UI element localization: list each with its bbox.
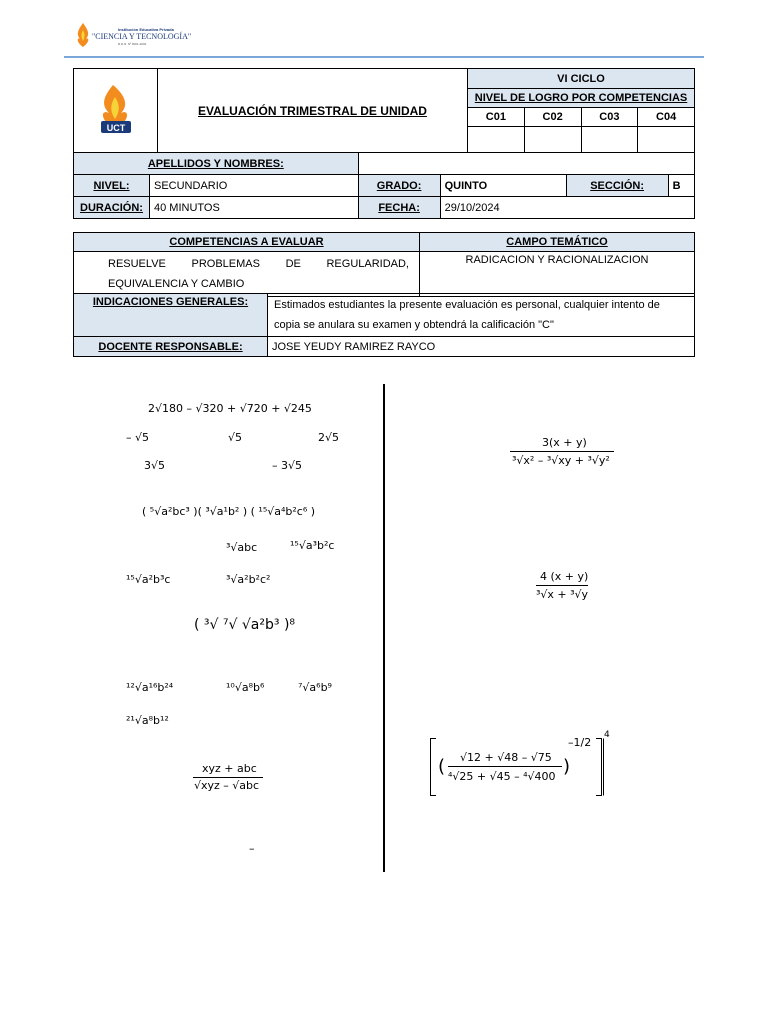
question-5-denominator: ³√x² – ³√xy + ³√y² <box>512 454 610 467</box>
q1-option-b[interactable]: √5 <box>228 431 243 444</box>
q2-option-b[interactable]: ¹⁵√a³b²c <box>290 539 335 552</box>
competency-c04: C04 <box>638 108 695 127</box>
answer-dash: – <box>249 842 255 855</box>
q7-right-paren: ) <box>563 756 571 777</box>
competencia-value: RESUELVE PROBLEMAS DE REGULARIDAD, EQUIVALENCIA Y CAMBIO <box>74 252 420 297</box>
header-rule <box>64 56 704 58</box>
duracion-value: 40 MINUTOS <box>150 197 359 219</box>
question-3: ( ³√ ⁷√ √a²b³ )⁸ <box>194 617 296 633</box>
duracion-label: DURACIÓN: <box>74 197 150 219</box>
exam-title: EVALUACIÓN TRIMESTRAL DE UNIDAD <box>158 69 468 153</box>
flame-icon <box>74 22 92 48</box>
docente-label: DOCENTE RESPONSABLE: <box>74 337 268 357</box>
competency-c02: C02 <box>524 108 581 127</box>
q2-option-d[interactable]: ³√a²b²c² <box>226 573 271 586</box>
question-6-denominator: ³√x + ³√y <box>536 588 589 601</box>
question-4-numerator: xyz + abc <box>202 762 257 775</box>
logo-line-2: "CIENCIA Y TECNOLOGÍA" <box>92 32 192 41</box>
q2-option-a[interactable]: ³√abc <box>226 541 258 554</box>
q5-fraction-bar <box>510 451 614 452</box>
question-4-denominator: √xyz – √abc <box>194 779 260 792</box>
q3-option-c[interactable]: ⁷√a⁶b⁹ <box>298 681 332 694</box>
q7-right-bracket <box>596 738 602 796</box>
q1-option-c[interactable]: 2√5 <box>318 431 340 444</box>
school-emblem-icon <box>91 81 141 137</box>
campo-header: CAMPO TEMÁTICO <box>420 233 695 252</box>
q7-outer-exponent: 4 <box>604 730 610 740</box>
student-info-table <box>73 152 695 219</box>
indications-table <box>73 293 695 357</box>
cycle-label: VI CICLO <box>468 69 695 89</box>
q3-option-d[interactable]: ²¹√a⁸b¹² <box>126 714 169 727</box>
campo-value: RADICACION Y RACIONALIZACION <box>420 252 695 297</box>
q3-option-b[interactable]: ¹⁰√a⁸b⁶ <box>226 681 265 694</box>
fecha-label: FECHA: <box>358 197 440 219</box>
question-7-numerator: √12 + √48 – √75 <box>460 751 552 764</box>
q7-left-paren: ( <box>438 756 446 777</box>
q1-option-d[interactable]: 3√5 <box>144 459 166 472</box>
logo-line-3: R.D.N. Nº 0001-2002 <box>118 42 147 46</box>
q7-fraction-bar <box>448 766 562 767</box>
q3-option-a[interactable]: ¹²√a¹⁶b²⁴ <box>126 681 174 694</box>
fecha-value: 29/10/2024 <box>440 197 694 219</box>
level-label: NIVEL DE LOGRO POR COMPETENCIAS <box>468 89 695 108</box>
question-1: 2√180 – √320 + √720 + √245 <box>148 402 312 415</box>
names-label: APELLIDOS Y NOMBRES: <box>74 153 359 175</box>
seccion-value: B <box>668 175 694 197</box>
indicaciones-value: Estimados estudiantes la presente evaluación es personal, cualquier intento de copia se anulara su examen y obtendrá la calificación "C" <box>268 294 695 337</box>
seccion-label: SECCIÓN: <box>566 175 668 197</box>
nivel-value: SECUNDARIO <box>150 175 359 197</box>
competencias-header: COMPETENCIAS A EVALUAR <box>74 233 420 252</box>
school-logo <box>72 20 202 52</box>
logo-cell <box>74 69 158 153</box>
names-field[interactable] <box>358 153 694 175</box>
docente-value: JOSE YEUDY RAMIREZ RAYCO <box>268 337 695 357</box>
question-2: ( ⁵√a²bc³ )( ³√a¹b² ) ( ¹⁵√a⁴b²c⁶ ) <box>142 505 316 518</box>
indicaciones-label: INDICACIONES GENERALES: <box>74 294 268 337</box>
grado-value: QUINTO <box>440 175 566 197</box>
q7-left-bracket <box>430 738 436 796</box>
q1-option-a[interactable]: – √5 <box>126 431 150 444</box>
competencies-table <box>73 232 695 297</box>
question-7-denominator: ⁴√25 + √45 – ⁴√400 <box>448 770 556 783</box>
competency-c01: C01 <box>468 108 525 127</box>
score-c02[interactable] <box>524 127 581 153</box>
q7-inner-exponent: –1/2 <box>568 736 592 749</box>
column-divider <box>383 384 385 872</box>
question-5-numerator: 3(x + y) <box>542 436 587 449</box>
q6-fraction-bar <box>536 585 588 586</box>
score-c04[interactable] <box>638 127 695 153</box>
score-c03[interactable] <box>581 127 638 153</box>
svg-text:UCT: UCT <box>106 123 125 133</box>
logo-line-1: Institución Educativa Privada <box>118 27 174 32</box>
header-table <box>73 68 695 153</box>
q2-option-c[interactable]: ¹⁵√a²b³c <box>126 573 171 586</box>
q1-option-e[interactable]: – 3√5 <box>272 459 303 472</box>
competency-c03: C03 <box>581 108 638 127</box>
question-6-numerator: 4 (x + y) <box>540 570 589 583</box>
score-c01[interactable] <box>468 127 525 153</box>
nivel-label: NIVEL: <box>74 175 150 197</box>
grado-label: GRADO: <box>358 175 440 197</box>
q4-fraction-bar <box>193 777 263 778</box>
